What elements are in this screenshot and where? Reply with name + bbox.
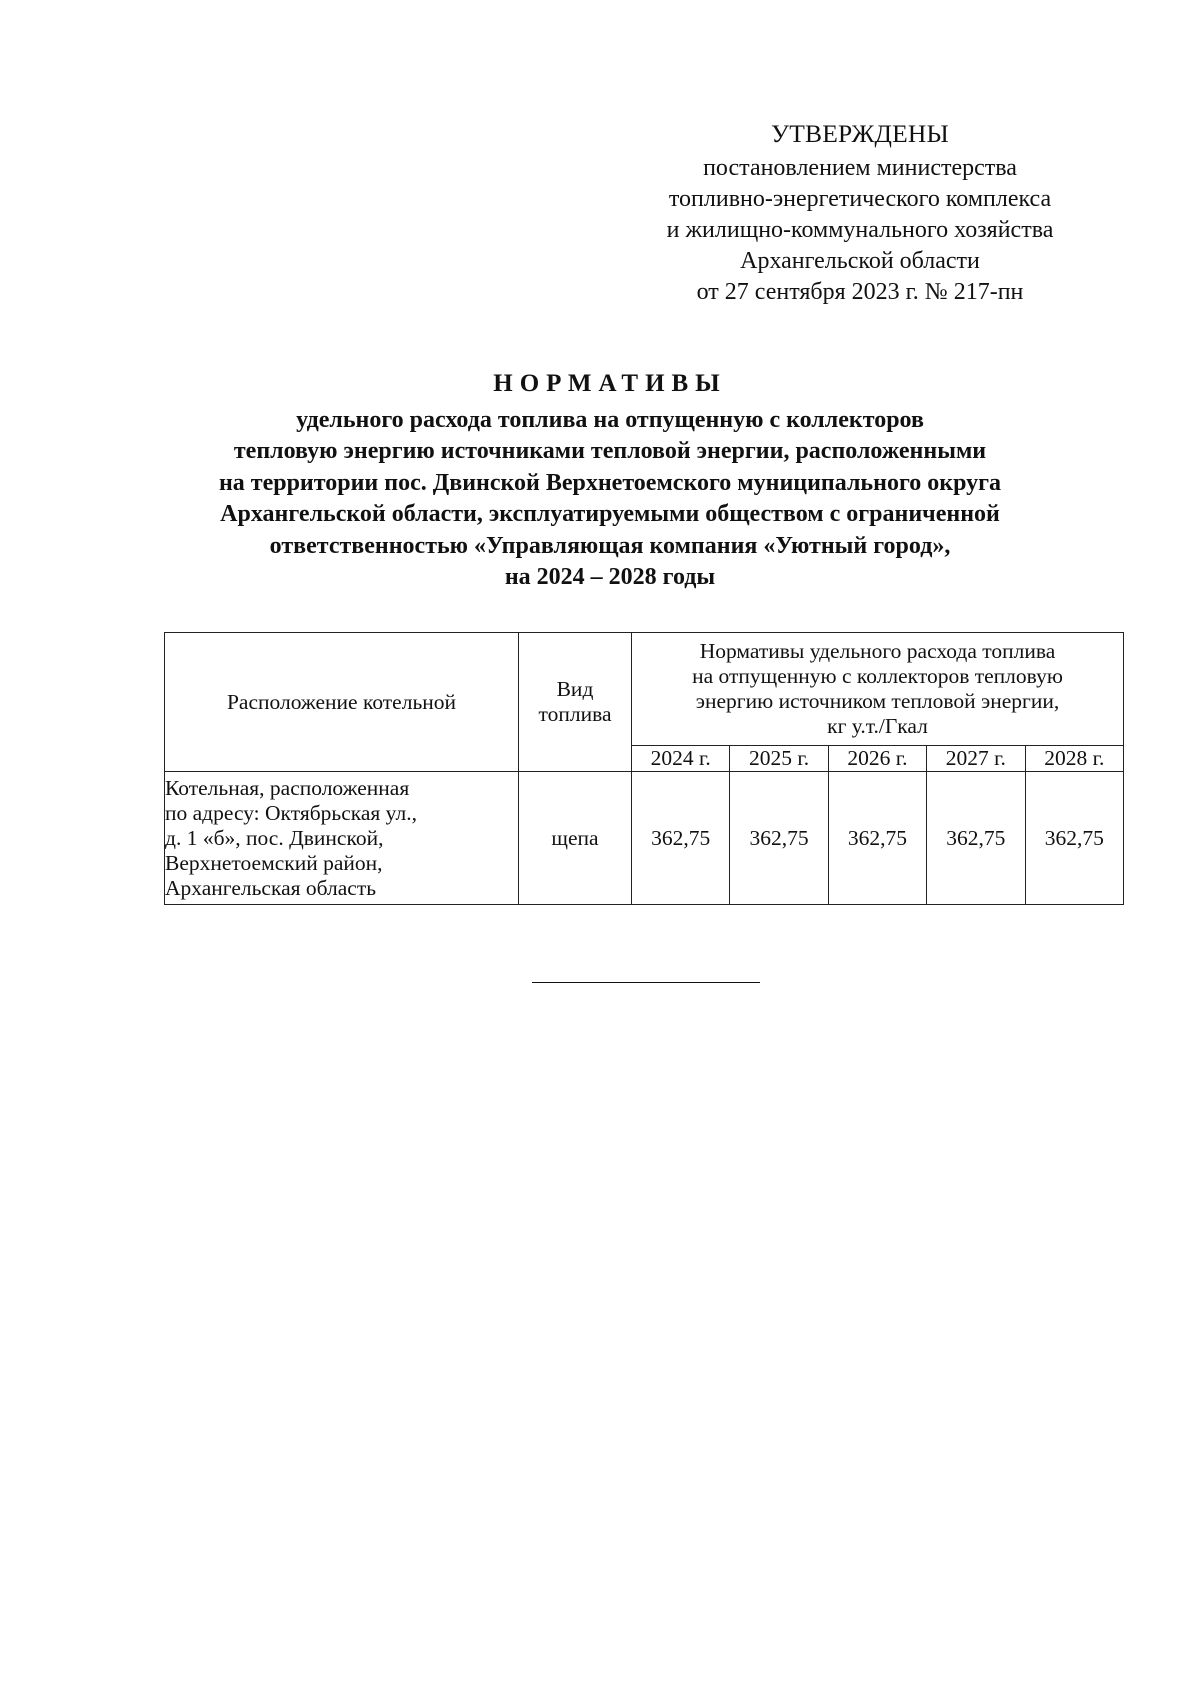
fuel-header-line: топлива — [538, 702, 612, 726]
title-line: ответственностью «Управляющая компания «Уютный город», — [269, 532, 951, 559]
approval-line: постановлением министерства — [703, 155, 1017, 181]
value-cell: 362,75 — [828, 772, 926, 905]
approval-line: топливно-энергетического комплекса — [668, 186, 1052, 212]
location-line: Архангельская область — [165, 875, 377, 900]
end-divider — [532, 982, 760, 983]
fuel-header-line: Вид — [556, 677, 594, 701]
norm-header-line: Нормативы удельного расхода топлива — [699, 639, 1056, 663]
fuel-cell: щепа — [519, 772, 632, 905]
title-line: Архангельской области, эксплуатируемыми обществом с ограниченной — [220, 501, 1000, 527]
location-line: д. 1 «б», пос. Двинской, — [165, 825, 384, 850]
title-line: на 2024 – 2028 годы — [504, 564, 716, 590]
value-cell: 362,75 — [730, 772, 828, 905]
table-header-row — [165, 633, 1124, 746]
location-cell — [165, 772, 519, 905]
norm-header-line: кг у.т./Гкал — [827, 714, 928, 738]
value-cell: 362,75 — [1025, 772, 1123, 905]
location-column-header: Расположение котельной — [165, 633, 519, 772]
title-line: на территории пос. Двинской Верхнетоемского муниципального округа — [218, 469, 1002, 496]
year-header: 2026 г. — [828, 746, 926, 772]
year-header: 2024 г. — [632, 746, 730, 772]
title-caption: НОРМАТИВЫ — [493, 370, 727, 397]
norm-header-line: энергию источником тепловой энергии, — [695, 689, 1060, 713]
approval-heading: УТВЕРЖДЕНЫ — [771, 119, 949, 148]
location-line: Котельная, расположенная — [165, 775, 410, 800]
fuel-column-header — [519, 633, 632, 772]
approval-line: Архангельской области — [740, 248, 980, 274]
norm-column-header — [632, 633, 1124, 746]
title-line: удельного расхода топлива на отпущенную с коллекторов — [296, 406, 924, 433]
location-line: Верхнетоемский район, — [165, 850, 383, 875]
table-row — [165, 772, 1124, 905]
document-title — [130, 368, 1090, 594]
value-cell: 362,75 — [632, 772, 730, 905]
year-header: 2027 г. — [927, 746, 1025, 772]
norms-table — [164, 632, 1124, 905]
year-header: 2025 г. — [730, 746, 828, 772]
title-line: тепловую энергию источниками тепловой энергии, расположенными — [233, 438, 987, 464]
location-line: по адресу: Октябрьская ул., — [165, 800, 417, 825]
approval-line: от 27 сентября 2023 г. № 217-пн — [696, 279, 1024, 305]
approval-block — [610, 118, 1110, 308]
value-cell: 362,75 — [927, 772, 1025, 905]
year-header: 2028 г. — [1025, 746, 1123, 772]
norm-header-line: на отпущенную с коллекторов тепловую — [692, 664, 1063, 688]
approval-line: и жилищно-коммунального хозяйства — [666, 217, 1054, 243]
